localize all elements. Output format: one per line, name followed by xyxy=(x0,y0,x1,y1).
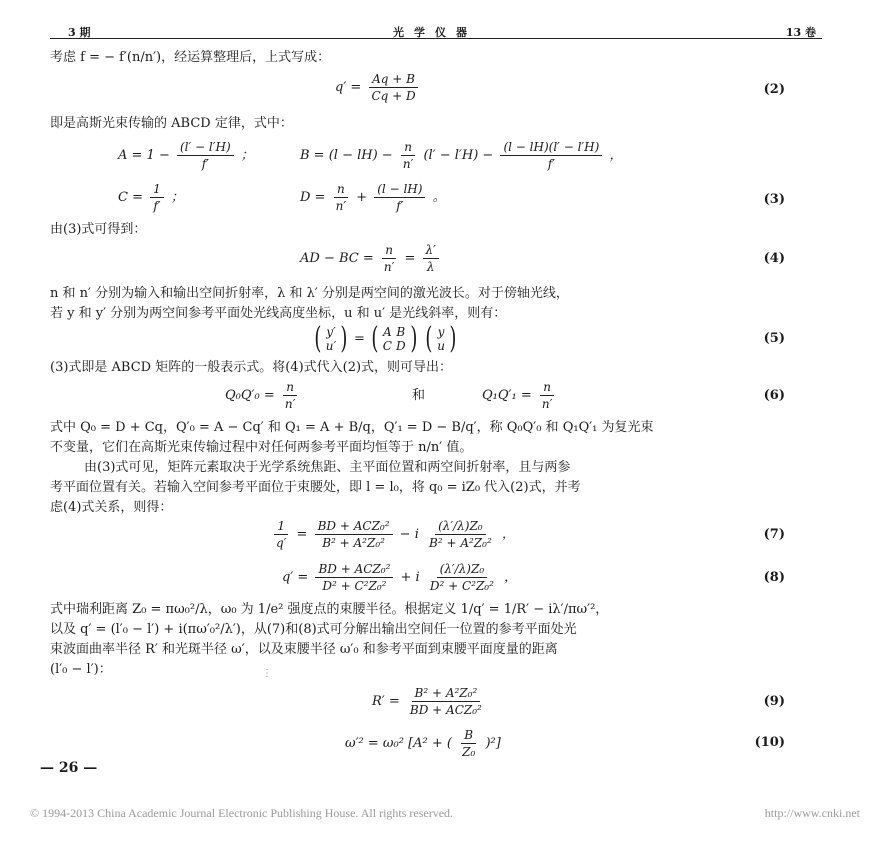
equation-number: (5) xyxy=(763,331,785,346)
text-line: (3)式即是 ABCD 矩阵的一般表示式。将(4)式代入(2)式，则可导出： xyxy=(50,360,453,375)
text-line: 由(3)式可见，矩阵元素取决于光学系统焦距、主平面位置和两空间折射率，且与两参 xyxy=(84,460,571,475)
equation-number: (3) xyxy=(763,192,785,207)
volume-label: 13 卷 xyxy=(785,26,816,39)
text-and: 和 xyxy=(412,388,426,403)
text-line: 束波面曲率半径 R′ 和光斑半径 ω′，以及束腰半径 ω′₀ 和参考平面到束腰平面度量的距离 xyxy=(50,642,558,657)
text-line: 不变量，它们在高斯光束传输过程中对任何两参考平面均恒等于 n/n′ 值。 xyxy=(50,440,473,455)
equation-6-b: Q₁Q′₁ = $\frac{n}{n'}$ xyxy=(482,380,553,411)
text-line: 式中 Q₀ = D + Cq，Q′₀ = A − Cq′ 和 Q₁ = A + B/q，Q′₁ = D − B/q′，称 Q₀Q′₀ 和 Q₁Q′₁ 为复光束 xyxy=(50,420,654,435)
equation-9: R′ = $\frac{\text{B² + A²Z₀²}}{\text{BD + ACZ₀²}}$ xyxy=(372,686,482,717)
equation-6-a: Q₀Q′₀ = $\frac{n}{n'}$ xyxy=(225,380,296,411)
text-line: (l′₀ − l′)： xyxy=(50,662,112,677)
journal-title: 光学仪器 xyxy=(393,26,477,39)
equation-number: (2) xyxy=(763,82,785,97)
equation-number: (7) xyxy=(763,527,785,542)
issue-label: 3 期 xyxy=(68,26,91,39)
text-line: 考虑 f = − f′(n/n′)，经运算整理后，上式写成： xyxy=(50,50,331,65)
equation-2: q′ = $\frac{Aq + B}{Cq + D}$ xyxy=(335,72,422,103)
equation-number: (4) xyxy=(763,251,785,266)
equation-10: ω′² = ω₀² [A² + ( $\frac{B}{\text{Z₀}}$ )²] xyxy=(345,728,501,759)
equation-3-d: D = $\frac{n}{n'}$ + $\frac{(l - lH)}{f'}$ 。 xyxy=(300,182,446,213)
text-line: 若 y 和 y′ 分别为两空间参考平面处光线高度坐标，u 和 u′ 是光线斜率，则有： xyxy=(50,306,507,321)
equation-number: (8) xyxy=(763,570,785,585)
equation-number: (6) xyxy=(763,388,785,403)
text-line: 由(3)式可得到： xyxy=(50,222,147,237)
copyright-footer xyxy=(30,806,860,821)
equation-5: ( y′ u′ ) = ( A C B D ) ( y u ) xyxy=(314,321,457,356)
equation-3-b: B = (l − lH) − $\frac{n}{n'}$ (l′ − l′H) − $\frac{(l - lH)(l' - l'H)}{f'}$ ， xyxy=(300,140,623,171)
equation-3-a: A = 1 − $\frac{(l' - l'H)}{f'}$ ； xyxy=(118,140,254,171)
page-number: — 26 — xyxy=(40,760,98,776)
text-line: 以及 q′ = (l′₀ − l′) + i(πω′₀²/λ′)，从(7)和(8)式可分解出输出空间任一位置的参考平面处光 xyxy=(50,622,577,637)
text-line: n 和 n′ 分别为输入和输出空间折射率，λ 和 λ′ 分别是两空间的激光波长。对于傍轴光线， xyxy=(50,286,569,301)
text-line: 式中瑞利距离 Z₀ = πω₀²/λ，ω₀ 为 1/e² 强度点的束腰半径。根据定义 1/q′ = 1/R′ − iλ′/πω′²， xyxy=(50,602,609,617)
header-rule xyxy=(50,38,822,39)
equation-number: (9) xyxy=(763,694,785,709)
text-line: 考平面位置有关。若输入空间参考平面位于束腰处，即 l = l₀，将 q₀ = iZ₀ 代入(2)式，并考 xyxy=(50,480,581,495)
scan-artifact: ⋮ xyxy=(262,668,272,679)
equation-8: q′ = $\frac{\text{BD + ACZ₀²}}{\text{D² + C²Z₀²}}$ + i $\frac{\text{(λ′/λ)Z₀}}{\text{D² + C²Z₀²}}$ ， xyxy=(282,562,518,593)
text-line: 即是高斯光束传输的 ABCD 定律，式中： xyxy=(50,116,293,131)
equation-3-c: C = $\frac{1}{f'}$ ； xyxy=(118,182,184,213)
equation-7: $\frac{1}{q'}$ = $\frac{\text{BD + ACZ₀²}}{\text{B² + A²Z₀²}}$ − i $\frac{\text{(λ′/λ)Z₀}}{\text{B² + A²Z₀²}}$ ， xyxy=(276,519,515,550)
text-line: 虑(4)式关系，则得： xyxy=(50,500,173,515)
equation-4: AD − BC = $\frac{n}{n'}$ = $\frac{\lambda'}{\lambda}$ xyxy=(300,243,442,274)
footer-url: http://www.cnki.net xyxy=(764,806,860,820)
equation-number: (10) xyxy=(754,735,785,750)
copyright-text: © 1994-2013 China Academic Journal Electronic Publishing House. All rights reserved. xyxy=(30,806,454,820)
